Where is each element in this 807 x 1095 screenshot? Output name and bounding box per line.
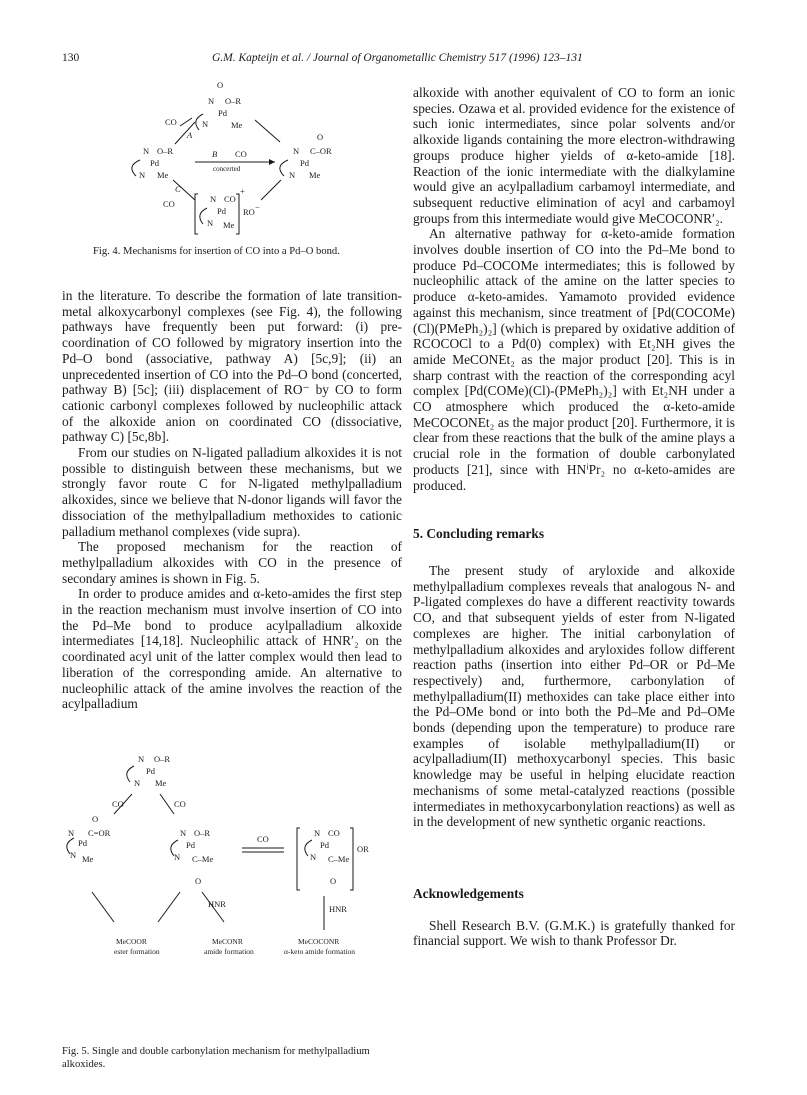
fig4-c-or: C–OR [310, 146, 332, 156]
fig4-o-top: O [217, 82, 224, 90]
figure-5-scheme [62, 752, 402, 1042]
fig4-top-complex [165, 82, 280, 144]
figure-5-caption: Fig. 5. Single and double carbonylation mechanism for methylpalladium alkoxides. [62, 1046, 370, 1070]
fig5-me2: Me [82, 854, 94, 864]
fig5-co2: CO [174, 799, 186, 809]
fig5-product-amide: MeCONR [212, 937, 243, 946]
fig5-n4: N [70, 850, 77, 860]
fig4-or2: O–R [157, 146, 174, 156]
fig4-pd4: Pd [217, 206, 226, 216]
left-paragraph-3: The proposed mechanism for the reaction of methylpalladium alkoxides with CO in the presence of secondary amines is shown in Fig. 5. [62, 539, 402, 586]
fig4-label-a: A [187, 130, 193, 140]
fig4-n1: N [208, 96, 215, 106]
fig5-product-ester: MeCOOR [116, 937, 147, 946]
fig5-product-ester-label: ester formation [114, 947, 160, 956]
fig5-middle-complex [171, 828, 214, 886]
fig4-pd3: Pd [300, 158, 309, 168]
fig4-o-right: O [317, 132, 324, 142]
fig4-n2: N [202, 119, 209, 129]
figure-4-scheme [95, 82, 395, 242]
fig4-n6: N [289, 170, 296, 180]
fig5-n6: N [174, 852, 181, 862]
fig4-plus: + [240, 186, 245, 196]
fig5-n8: N [310, 852, 317, 862]
fig4-concerted: concerted [213, 165, 241, 173]
fig5-co3: CO [257, 834, 269, 844]
fig5-n1: N [138, 754, 145, 764]
fig4-label-c: C [175, 184, 181, 194]
left-paragraph-2: From our studies on N-ligated palladium alkoxides it is not possible to distinguish between these mechanisms, but we strongly favor route C for N-ligated methylpalladium alkoxides, since we believe that N-donor ligands will favor the dissociation of the methylpalladium methoxides to cationic palladium methanol complexes (vide supra). [62, 445, 402, 539]
fig4-n5: N [293, 146, 300, 156]
fig5-o3: O [330, 876, 337, 886]
fig5-co1: CO [112, 799, 124, 809]
fig4-n4: N [139, 170, 146, 180]
fig4-n8: N [207, 218, 214, 228]
fig4-or1: O–R [225, 96, 242, 106]
fig5-hnr2: HNR [329, 904, 347, 914]
fig4-pd1: Pd [218, 108, 227, 118]
fig4-co2: CO [235, 149, 247, 159]
fig4-co1: CO [165, 117, 177, 127]
fig5-top-complex [112, 754, 186, 814]
fig5-hnr1: HNR [208, 899, 226, 909]
fig4-minus: − [255, 202, 260, 212]
fig5-arrows-down [92, 892, 347, 930]
left-paragraph-4: In order to produce amides and α-keto-amides the first step in the reaction mechanism must involve insertion of CO into the Pd–Me bond to produce acylpalladium alkoxide intermediates [14,18]. Nucleophilic attack of HNR′₂ on the coordinated acyl unit of the latter complex would then lead to liberation of the corresponding amide. An alternative to nucleophilic attack of the amine involves the reaction of the acylpalladium [62, 586, 402, 712]
fig5-n3: N [68, 828, 75, 838]
fig4-me4: Me [223, 220, 235, 230]
fig5-o2: O [195, 876, 202, 886]
fig4-co3: CO [163, 199, 175, 209]
fig5-products [114, 937, 355, 956]
fig5-n5: N [180, 828, 187, 838]
right-paragraph-4: Shell Research B.V. (G.M.K.) is gratefully thanked for financial support. We wish to thank Professor Dr. [413, 917, 735, 949]
fig4-left-complex [132, 146, 174, 180]
fig5-me1: Me [155, 778, 167, 788]
section-heading-concluding: 5. Concluding remarks [413, 526, 545, 542]
running-header [62, 52, 752, 70]
fig5-pd3: Pd [186, 840, 195, 850]
left-column [62, 288, 402, 712]
fig4-n3: N [143, 146, 150, 156]
fig5-product-ketoamide: MeCOCONR [298, 937, 340, 946]
page-number: 130 [62, 52, 80, 64]
fig5-pd1: Pd [146, 766, 155, 776]
fig4-ro: RO [243, 207, 255, 217]
fig5-n2: N [134, 778, 141, 788]
fig5-or-side: OR [357, 844, 369, 854]
fig4-me1: Me [231, 120, 243, 130]
right-paragraph-1: alkoxide with another equivalent of CO to form an ionic species. Ozawa et al. provided evidence for the existence of such ionic intermediates, since polar solvents and/or alkoxide ligands containing the more electron-withdrawing groups produce higher yields of α-keto-amide [18]. Reaction of the ionic intermediate with the dialkylamine would give an acylpalladium carbamoyl intermediate, and subsequent reductive elimination of acyl and carbamoyl groups from this intermediate would give MeCOCONR′₂. [413, 85, 735, 226]
fig4-me2: Me [157, 170, 169, 180]
fig5-left-complex [67, 814, 111, 864]
fig5-ionic-complex [297, 828, 369, 890]
fig5-product-amide-label: amide formation [204, 947, 254, 956]
fig4-bottom-complex [163, 180, 281, 234]
fig5-co4: CO [328, 828, 340, 838]
fig5-pd4: Pd [320, 840, 329, 850]
section-heading-acknowledgements: Acknowledgements [413, 885, 524, 901]
fig5-c-me2: C–Me [328, 854, 350, 864]
right-column [413, 85, 735, 949]
running-head: G.M. Kapteijn et al. / Journal of Organometallic Chemistry 517 (1996) 123–131 [212, 52, 583, 64]
right-paragraph-2: An alternative pathway for α-keto-amide formation involves double insertion of CO into the Pd–Me bond to produce Pd–COCOMe intermediates; this is followed by nucleophilic attack of the amine on the latter species to produce α-keto-amides. Yamamoto provided evidence against this mechanism, since treatment of [Pd(COCOMe)(Cl)(PMePh₂)₂] (which is prepared by oxidative addition of RCOCOCl to a Pd(0) complex) with Et₂NH gives the amide MeCONEt₂ as the major product [20]. This is in sharp contrast with the reaction of the corresponding acyl complex [Pd(COMe)(Cl)-(PMePh₂)₂] with Et₂NH under a CO atmosphere which produced the α-keto-amide MeCOCONEt₂ as the major product [20]. Furthermore, it is clear from these reactions that the bulk of the amine plays a crucial role in the formation of double carbonylated products [21], since with HNⁱPr₂ no α-keto-amides are produced. [413, 226, 735, 493]
fig5-co-arrow [242, 834, 284, 852]
fig5-or2: O–R [194, 828, 211, 838]
fig5-n7: N [314, 828, 321, 838]
fig4-arrow-b [195, 149, 275, 173]
fig5-c-or: C=OR [88, 828, 111, 838]
fig4-pd2: Pd [150, 158, 159, 168]
fig4-label-b: B [212, 149, 218, 159]
right-paragraph-3: The present study of aryloxide and alkoxide methylpalladium complexes reveals that analogous N- and P-ligated complexes do have a different reactivity towards CO, and that subsequent yields of ester from N-ligated complexes are higher. The initial carbonylation of methylpalladium alkoxides and aryloxides follow different reaction paths (insertion into either Pd–OR or Pd–Me respectively) and, furthermore, carbonylation of methylpalladium(II) methoxides can take place either into the Pd–OMe bond or into both the Pd–Me and Pd–OMe bonds (depending upon the temperature) to produce rare examples of isolable methylpalladium(II) or acylpalladium(II) methoxycarbonyl species. This basic knowledge may be useful in helping elucidate reaction mechanisms of some metal-catalyzed reactions (possible intermediates in methoxycarbonylation reactions) as well as in the development of new synthetic organic reactions. [413, 562, 735, 830]
fig5-or1: O–R [154, 754, 171, 764]
fig4-n7: N [210, 194, 217, 204]
fig4-co4: CO [224, 194, 236, 204]
fig4-me3: Me [309, 170, 321, 180]
fig4-right-complex [280, 132, 332, 180]
fig5-c-me: C–Me [192, 854, 214, 864]
fig5-product-ketoamide-label: α-keto amide formation [284, 947, 355, 956]
fig5-o1: O [92, 814, 99, 824]
left-paragraph-1: in the literature. To describe the formation of late transition-metal alkoxycarbonyl complexes (see Fig. 4), the following pathways have frequently been put forward: (i) pre-coordination of CO followed by migratory insertion into the Pd–O bond (associative, pathway A) [5c,9]; (ii) an unprecedented insertion of CO into the Pd–O bond (concerted, pathway B) [5c]; (iii) displacement of RO⁻ by CO to form cationic carbonyl complexes followed by nucleophilic attack of the alkoxide anion on coordinated CO (dissociative, pathway C) [5c,8b]. [62, 288, 402, 445]
fig5-pd2: Pd [78, 838, 87, 848]
figure-4-caption: Fig. 4. Mechanisms for insertion of CO into a Pd–O bond. [93, 246, 340, 257]
